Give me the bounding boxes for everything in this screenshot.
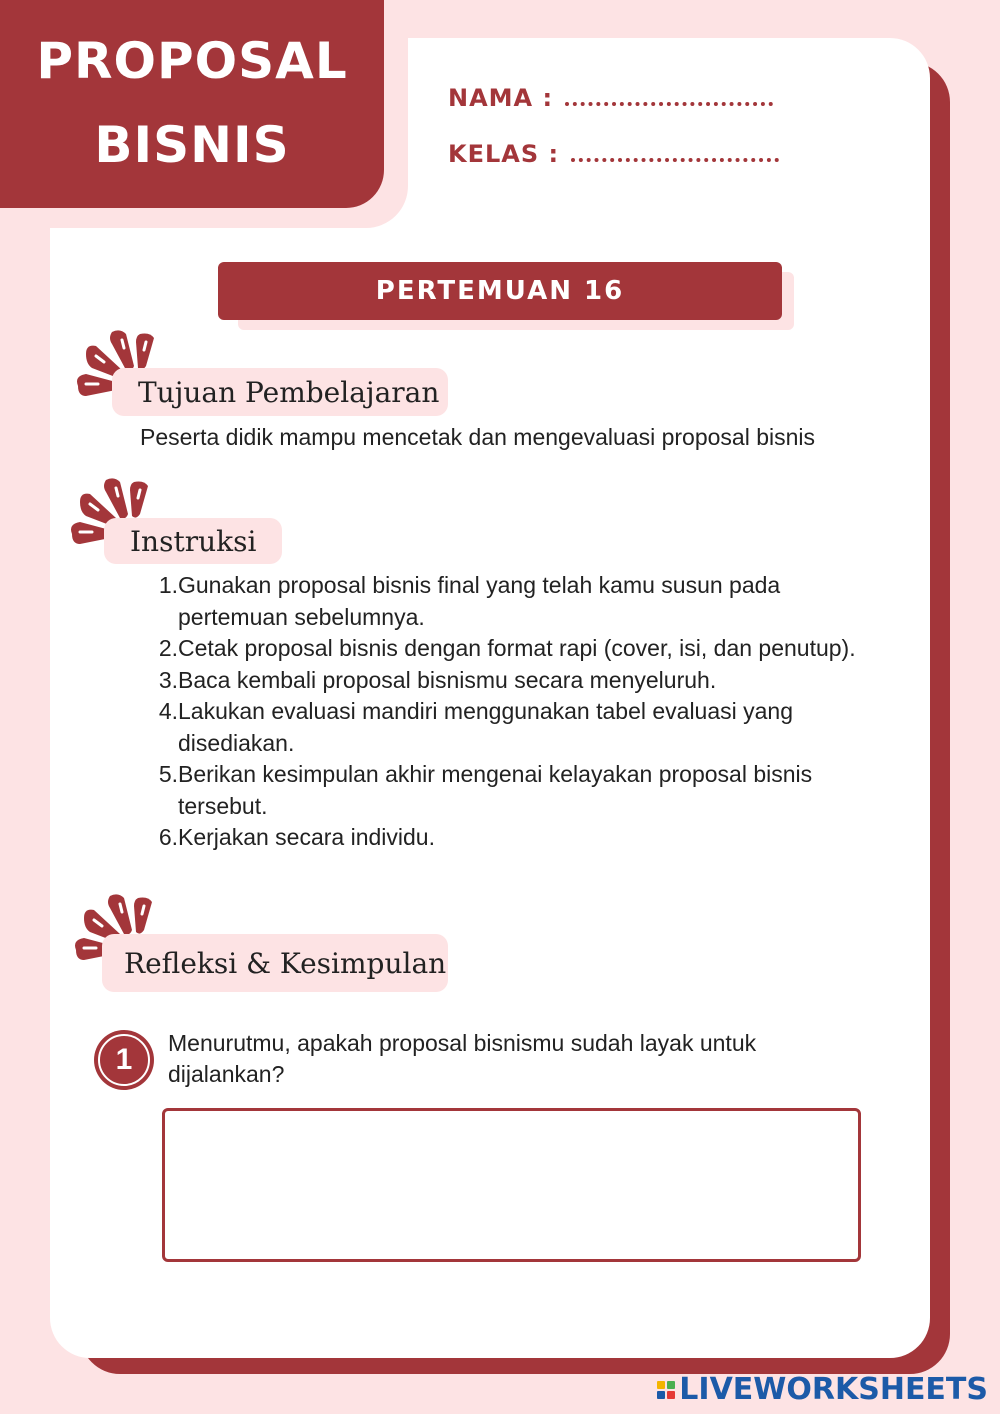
title-line-2: BISNIS [94, 116, 290, 174]
name-label: NAMA : [448, 84, 554, 112]
list-item [150, 822, 890, 854]
list-item-number: 4. [158, 698, 178, 724]
instructions-list [150, 570, 890, 854]
liveworksheets-wordmark: LIVEWORKSHEETS [679, 1372, 988, 1407]
list-item [150, 665, 890, 697]
title-line-1: PROPOSAL [36, 32, 348, 90]
class-label: KELAS : [448, 140, 560, 168]
class-input-line[interactable] [571, 136, 779, 162]
list-item-text: Baca kembali proposal bisnismu secara menyeluruh. [178, 666, 717, 693]
liveworksheets-brand [657, 1372, 988, 1407]
question-text: Menurutmu, apakah proposal bisnismu sudah layak untuk dijalankan? [168, 1030, 757, 1087]
list-item-number: 5. [158, 761, 178, 787]
learning-objective-heading-text: Tujuan Pembelajaran [138, 375, 440, 409]
class-field [448, 136, 779, 168]
list-item-number: 2. [158, 635, 178, 661]
list-item-text: Kerjakan secara individu. [178, 824, 435, 850]
list-item-number: 1. [158, 572, 178, 598]
answer-input[interactable] [162, 1108, 861, 1262]
title-block [0, 0, 384, 208]
reflection-heading [102, 934, 448, 992]
list-item-text: Lakukan evaluasi mandiri menggunakan tabel evaluasi yang disediakan. [178, 698, 794, 756]
learning-objective-heading [112, 368, 448, 416]
list-item-text: Gunakan proposal bisnis final yang telah kamu susun pada pertemuan sebelumnya. [178, 572, 781, 630]
list-item [150, 759, 890, 822]
list-item-text: Cetak proposal bisnis dengan format rapi (cover, isi, dan penutup). [178, 635, 856, 661]
meeting-banner: PERTEMUAN 16 [218, 262, 782, 320]
list-item [150, 570, 890, 633]
list-item-text: Berikan kesimpulan akhir mengenai kelayakan proposal bisnis tersebut. [178, 761, 813, 819]
list-item [150, 633, 890, 665]
list-item-number: 3. [158, 666, 178, 693]
reflection-heading-text: Refleksi & Kesimpulan [124, 946, 447, 980]
list-item-number: 6. [158, 824, 178, 850]
instructions-heading-text: Instruksi [130, 524, 257, 558]
learning-objective-text: Peserta didik mampu mencetak dan mengevaluasi proposal bisnis [140, 424, 816, 450]
instructions-heading [104, 518, 282, 564]
question-number: 1 [98, 1034, 150, 1086]
list-item [150, 696, 890, 759]
name-field [448, 80, 773, 112]
liveworksheets-logo-icon [657, 1381, 675, 1399]
question-number-badge [94, 1030, 154, 1090]
name-input-line[interactable] [565, 80, 773, 106]
